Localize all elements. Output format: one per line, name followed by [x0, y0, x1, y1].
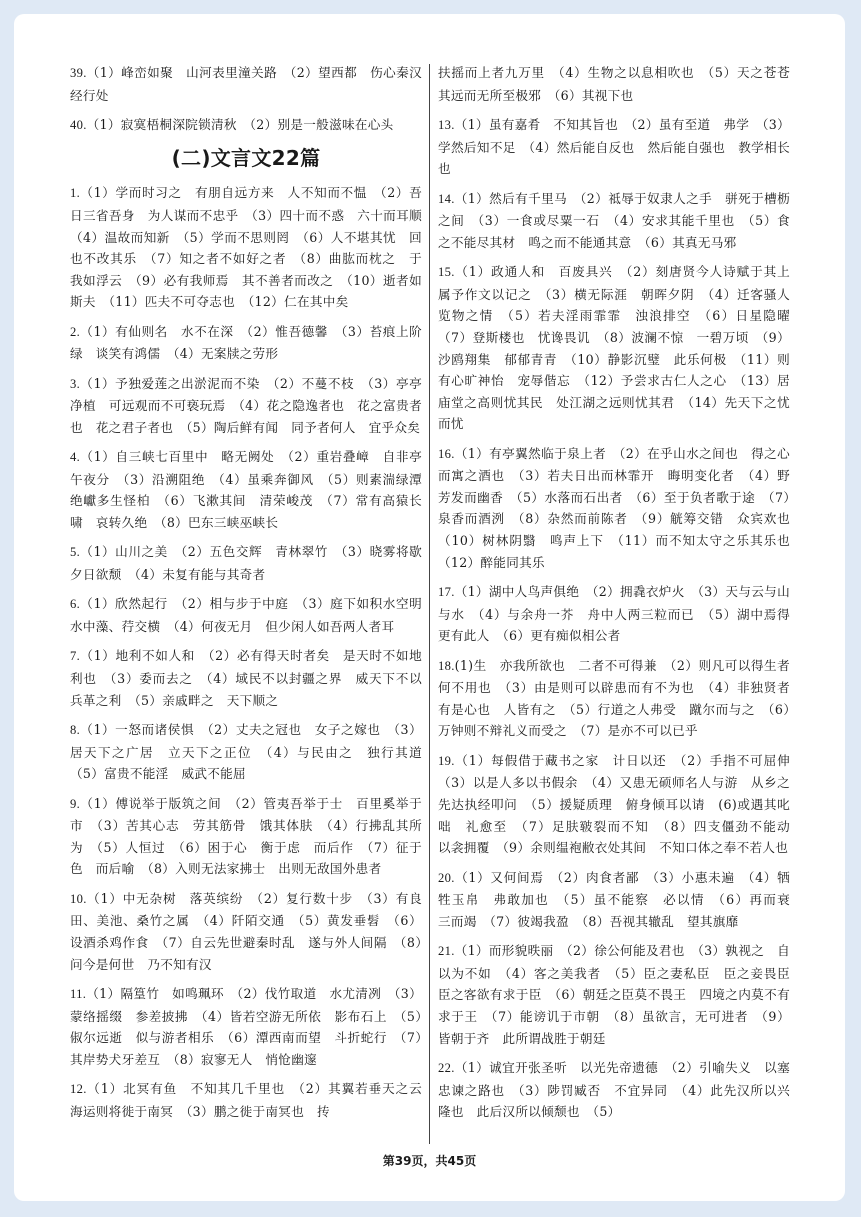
column-divider	[429, 64, 430, 1144]
item-text: （1）然后有千里马 （2）祗辱于奴隶人之手 骈死于槽枥之间 （3）一食或尽粟一石 （4）安求其能千里也 （5）食之不能尽其材 鸣之而不能通其意 （6）其真无马邪	[438, 190, 790, 250]
right-column	[438, 62, 803, 1130]
item-number: 6.	[70, 597, 81, 612]
item-number: 2.	[70, 324, 81, 339]
answer-item	[70, 1078, 435, 1122]
item-number: 7.	[70, 649, 81, 664]
item-number: 4.	[70, 450, 81, 465]
item-number: 21.	[438, 944, 455, 959]
item-number: 15.	[438, 265, 455, 280]
answer-item	[70, 114, 422, 137]
answer-item	[438, 867, 803, 933]
page-footer: 第39页，共45页	[382, 1154, 477, 1168]
answer-item	[438, 188, 790, 254]
answer-item	[438, 581, 790, 647]
item-text: （1）有仙则名 水不在深 （2）惟吾德馨 （3）苔痕上阶绿 谈笑有鸿儒 （4）无案牍之劳形	[70, 323, 422, 362]
item-text: （1）地利不如人和 （2）必有得天时者矣 是天时不如地利也 （3）委而去之 （4）域民不以封疆之界 威天下不以兵革之利 （5）亲戚畔之 天下顺之	[70, 648, 422, 708]
item-number: 10.	[70, 891, 87, 906]
item-number: 12.	[70, 1082, 87, 1097]
document-page	[14, 14, 845, 1201]
section-title: (二)文言文22篇	[171, 146, 321, 171]
item-text: （1）政通人和 百废具兴 （2）刻唐贤今人诗赋于其上 属予作文以记之 （3）横无际涯 朝晖夕阴 （4）迁客骚人 览物之情 （5）若夫淫雨霏霏 浊浪排空 （6）日星隐曜 （7）登斯楼也 忧谗畏讥 （8）波澜不惊 一碧万顷 （9）沙鸥翔集 郁郁青青 （10）静影沉璧 此乐何极 （11）则有心旷神怡 宠辱偕忘 （12）予尝求古仁人之心 （13）居庙堂之高则忧其民 处江湖之远则忧其君 （14）先天下之忧而忧	[438, 264, 803, 432]
answer-item	[70, 593, 435, 637]
item-text: （1）隔篁竹 如鸣珮环 （2）伐竹取道 水尤清冽 （3）蒙络摇缀 参差披拂 （4）皆若空游无所依 影布石上 （5）俶尔远逝 似与游者相乐 （6）潭西南而望 斗折蛇行 （7）其岸势犬牙差互 （8）寂寥无人 悄怆幽邃	[70, 985, 422, 1067]
item-text: （1）自三峡七百里中 略无阙处 （2）重岩叠嶂 自非亭午夜分 （3）沿溯阻绝 （4）虽乘奔御风 （5）则素湍绿潭 绝巘多生怪柏 （6）飞漱其间 清荣峻茂 （7）常有高猿长啸 哀转久绝 （8）巴东三峡巫峡长	[70, 449, 435, 531]
item-text: 扶摇而上者九万里 （4）生物之以息相吹也 （5）天之苍苍 其远而无所至极邪 （6）其视下也	[438, 65, 803, 103]
item-number: 39.	[70, 66, 87, 80]
item-number: 5.	[70, 545, 81, 560]
item-number: 8.	[70, 723, 81, 738]
item-text: （1）中无杂树 落英缤纷 （2）复行数十步 （3）有良田、美池、桑竹之属 （4）阡陌交通 （5）黄发垂髫 （6）设酒杀鸡作食 （7）自云先世避秦时乱 遂与外人间隔 （8）问今是何世 乃不知有汉	[70, 890, 422, 972]
item-number: 13.	[438, 117, 455, 132]
left-column	[70, 62, 435, 1130]
item-number: 14.	[438, 191, 455, 206]
item-text: （1）予独爱莲之出淤泥而不染 （2）不蔓不枝 （3）亭亭净植 可远观而不可亵玩焉 （4）花之隐逸者也 花之富贵者也 花之君子者也 （5）陶后鲜有闻 同予者何人 宜乎众矣	[70, 375, 422, 435]
answer-item	[438, 940, 803, 1049]
answer-item	[70, 446, 435, 533]
item-number: 17.	[438, 585, 455, 600]
item-text: （1）寂寞梧桐深院锁清秋 （2）别是一般滋味在心头	[86, 116, 394, 132]
item-number: 16.	[438, 446, 455, 461]
answer-item	[438, 655, 790, 742]
item-number: 11.	[70, 986, 87, 1001]
item-number: 20.	[438, 870, 455, 885]
answer-item	[70, 321, 422, 365]
answer-item	[70, 541, 435, 585]
item-number: 18.	[438, 658, 455, 673]
item-text: （1）北冥有鱼 不知其几千里也 （2）其翼若垂天之云 海运则将徙于南冥 （3）鹏之徙于南冥也 抟	[70, 1081, 435, 1119]
item-text: （1）有亭翼然临于泉上者 （2）在乎山水之间也 得之心而寓之酒也 （3）若夫日出而林霏开 晦明变化者 （4）野芳发而幽香 （5）水落而石出者 （6）至于负者歌于途 （7）泉香而酒洌 （8）杂然而前陈者 （9）觥筹交错 众宾欢也 （10）树林阴翳 鸣声上下 （11）而不知太守之乐其乐也 （12）醉能同其乐	[438, 445, 803, 570]
answer-item	[70, 373, 422, 439]
answer-item	[438, 114, 790, 180]
answer-item	[70, 793, 422, 880]
item-number: 1.	[70, 186, 81, 201]
item-text: （1）虽有嘉肴 不知其旨也 （2）虽有至道 弗学 （3）学然后知不足 （4）然后能自反也 然后能自强也 教学相长也	[438, 116, 790, 177]
answer-item	[70, 888, 422, 975]
item-text: （1）一怒而诸侯惧 （2）丈夫之冠也 女子之嫁也 （3）居天下之广居 立天下之正位 （4）与民由之 独行其道 （5）富贵不能淫 威武不能屈	[70, 722, 435, 782]
item-text: （1）学而时习之 有朋自远方来 人不知而不愠 （2）吾日三省吾身 为人谋而不忠乎 （3）四十而不惑 六十而耳顺 （4）温故而知新 （5）学而不思则罔 （6）人不堪其忧 回也不改其乐 （7）知之者不如好之者 （8）曲肱而枕之 于我如浮云 （9）必有我师焉 其不善者而改之 （10）逝者如斯夫 （11）匹夫不可夺志也 （12）仁在其中矣	[70, 185, 435, 310]
item-text: （1）又何间焉 （2）肉食者鄙 （3）小惠未遍 （4）牺牲玉帛 弗敢加也 （5）虽不能察 必以情 （6）再而衰 三而竭 （7）彼竭我盈 （8）吾视其辙乱 望其旗靡	[438, 869, 803, 929]
answer-item	[70, 182, 435, 313]
answer-item	[70, 983, 422, 1070]
answer-item	[438, 62, 803, 106]
item-number: 3.	[70, 376, 81, 391]
answer-item	[70, 62, 422, 106]
item-text: （1）湖中人鸟声俱绝 （2）拥毳衣炉火 （3）天与云与山与水 （4）与余舟一芥 舟中人两三粒而已 （5）湖中焉得更有此人 （6）更有痴似相公者	[438, 584, 790, 644]
item-number: 19.	[438, 753, 455, 768]
item-text: （1）诚宜开张圣听 以光先帝遗德 （2）引喻失义 以塞忠谏之路也 （3）陟罚臧否 不宜异同 （4）此先汉所以兴隆也 此后汉所以倾颓也 （5）	[438, 1059, 790, 1120]
answer-item	[70, 719, 435, 785]
item-text: （1）山川之美 （2）五色交辉 青林翠竹 （3）晓雾将歇 夕日欲颓 （4）未复有能与其奇者	[70, 544, 435, 583]
answer-item	[438, 443, 803, 574]
item-text: （1）傅说举于版筑之间 （2）管夷吾举于士 百里奚举于市 （3）苦其心志 劳其筋骨 饿其体肤 （4）行拂乱其所为 （5）人恒过 （6）困于心 衡于虑 而后作 （7）征于色 而后喻 （8）入则无法家拂士 出则无敌国外患者	[70, 795, 422, 877]
item-number: 9.	[70, 796, 81, 811]
item-text: （1）而形貌昳丽 （2）徐公何能及君也 （3）孰视之 自以为不如 （4）客之美我者 （5）臣之妻私臣 臣之妾畏臣 臣之客欲有求于臣 （6）朝廷之臣莫不畏王 四境之内莫不有求于王 （7）能谤讥于市朝 （8）虽欲言，无可进者 （9）皆朝于齐 此所谓战胜于朝廷	[438, 943, 803, 1046]
answer-item	[438, 1057, 790, 1123]
answer-item	[438, 261, 803, 435]
item-text: (1)生 亦我所欲也 二者不可得兼 （2）则凡可以得生者何不用也 （3）由是则可以辟患而有不为也 （4）非独贤者有是心也 人皆有之 （5）行道之人弗受 蹴尔而与之 （6）万钟则不辩礼义而受之 （7）是亦不可以已乎	[438, 657, 790, 739]
item-text: （1）每假借于藏书之家 计日以还 （2）手指不可屈伸 （3）以是人多以书假余 （4）又患无硕师名人与游 从乡之先达执经叩问 （5）援疑质理 俯身倾耳以请 (6)或遇其叱咄 礼愈至 （7）足肤皲裂而不知 （8）四支僵劲不能动 以衾拥覆 （9）余则缊袍敝衣处其间 不知口体之奉不若人也	[438, 752, 803, 856]
item-text: （1）峰峦如聚 山河表里潼关路 （2）望西都 伤心秦汉经行处	[70, 65, 422, 103]
item-text: （1）欣然起行 （2）相与步于中庭 （3）庭下如积水空明 水中藻、荇交横 （4）何夜无月 但少闲人如吾两人者耳	[70, 596, 435, 635]
answer-item	[438, 750, 803, 859]
item-number: 40.	[70, 117, 87, 132]
item-number: 22.	[438, 1060, 455, 1075]
answer-item	[70, 645, 422, 711]
